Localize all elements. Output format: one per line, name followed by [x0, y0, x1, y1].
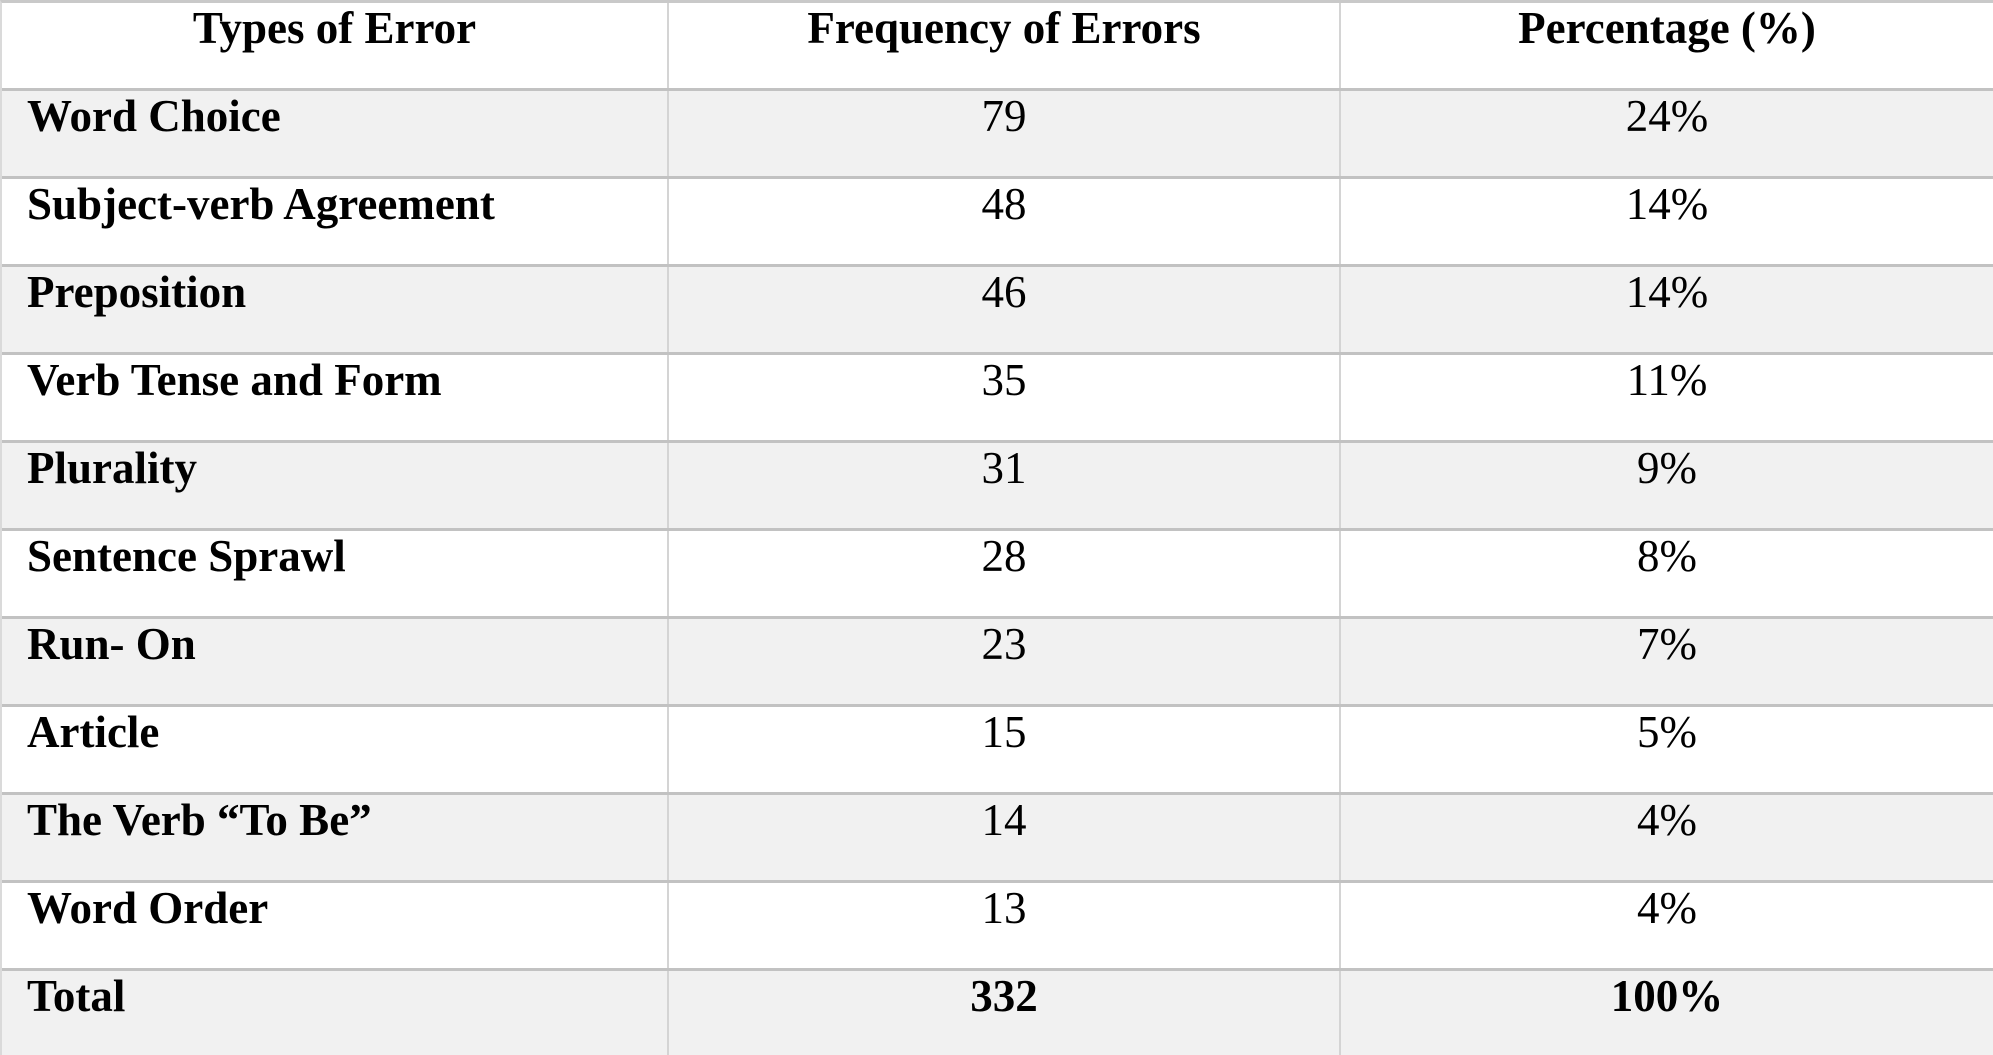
cell-frequency: 79 — [667, 91, 1339, 176]
cell-frequency: 31 — [667, 443, 1339, 528]
cell-percentage: 9% — [1339, 443, 1993, 528]
table-row — [2, 707, 1993, 795]
cell-total-percentage: 100% — [1339, 971, 1993, 1055]
table-row — [2, 531, 1993, 619]
cell-error-type: Run- On — [27, 619, 196, 669]
cell-percentage: 14% — [1339, 179, 1993, 264]
table-row — [2, 179, 1993, 267]
cell-percentage: 8% — [1339, 531, 1993, 616]
cell-error-type: Article — [27, 707, 160, 757]
table-row — [2, 443, 1993, 531]
cell-percentage: 4% — [1339, 795, 1993, 880]
column-header-types-of-error: Types of Error — [192, 3, 477, 53]
table-header-row — [2, 3, 1993, 91]
cell-error-type: Verb Tense and Form — [27, 355, 442, 405]
cell-error-type: The Verb “To Be” — [27, 795, 372, 845]
column-header-frequency-of-errors: Frequency of Errors — [667, 3, 1339, 88]
cell-frequency: 23 — [667, 619, 1339, 704]
cell-frequency: 13 — [667, 883, 1339, 968]
cell-error-type: Word Choice — [27, 91, 281, 141]
table-row — [2, 795, 1993, 883]
cell-percentage: 5% — [1339, 707, 1993, 792]
cell-error-type: Subject-verb Agreement — [27, 179, 495, 229]
cell-percentage: 7% — [1339, 619, 1993, 704]
cell-frequency: 15 — [667, 707, 1339, 792]
table-row — [2, 267, 1993, 355]
cell-error-type: Preposition — [27, 267, 247, 317]
table-total-row — [2, 971, 1993, 1055]
cell-percentage: 14% — [1339, 267, 1993, 352]
cell-percentage: 4% — [1339, 883, 1993, 968]
table-row — [2, 355, 1993, 443]
cell-total-frequency: 332 — [667, 971, 1339, 1055]
table-row — [2, 619, 1993, 707]
cell-frequency: 14 — [667, 795, 1339, 880]
cell-percentage: 24% — [1339, 91, 1993, 176]
table-row — [2, 883, 1993, 971]
cell-error-type: Sentence Sprawl — [27, 531, 346, 581]
cell-frequency: 46 — [667, 267, 1339, 352]
cell-percentage: 11% — [1339, 355, 1993, 440]
cell-frequency: 35 — [667, 355, 1339, 440]
cell-error-type: Plurality — [27, 443, 197, 493]
cell-total-label: Total — [27, 971, 126, 1021]
column-header-percentage: Percentage (%) — [1339, 3, 1993, 88]
cell-frequency: 28 — [667, 531, 1339, 616]
table-row — [2, 91, 1993, 179]
cell-error-type: Word Order — [27, 883, 269, 933]
cell-frequency: 48 — [667, 179, 1339, 264]
